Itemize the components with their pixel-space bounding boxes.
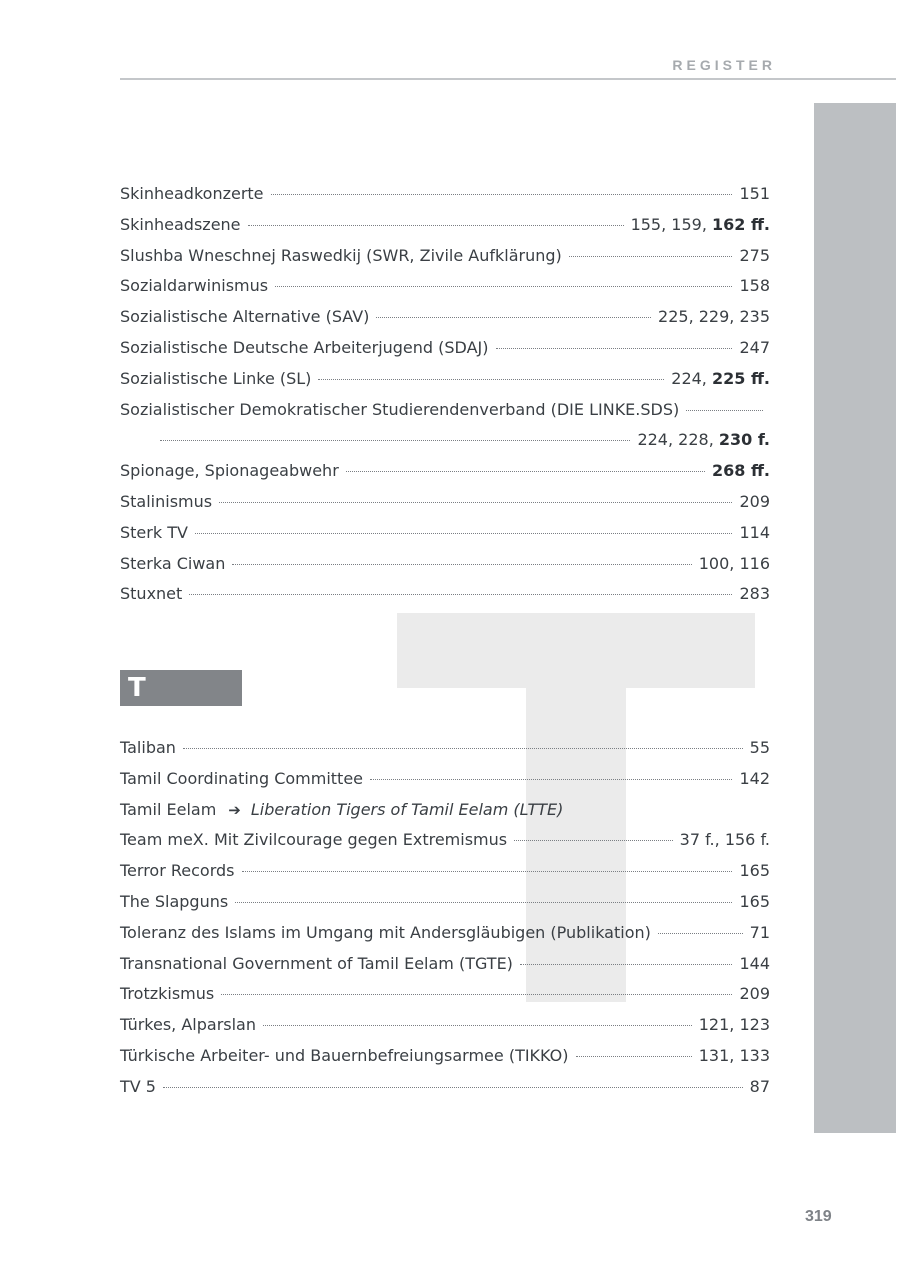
entry-pages xyxy=(739,523,770,542)
page-refs: 158 xyxy=(739,276,770,296)
entry-term: Sozialistische Alternative (SAV) xyxy=(120,307,370,327)
entry-term: Skinheadkonzerte xyxy=(120,184,264,203)
page-refs: 165 xyxy=(739,891,770,911)
index-entry xyxy=(120,954,770,985)
dot-leader xyxy=(189,594,732,595)
entry-pages xyxy=(739,892,770,911)
main-page-ref: 268 ff. xyxy=(711,461,770,481)
page-refs: 144 xyxy=(739,953,770,973)
dot-leader xyxy=(163,1087,743,1088)
entry-pages xyxy=(750,738,770,757)
entry-pages xyxy=(712,461,770,480)
dot-leader xyxy=(686,410,763,411)
index-entry xyxy=(120,738,770,769)
dot-leader xyxy=(248,225,624,226)
entry-term: Toleranz des Islams im Umgang mit Andersgläubigen (Publikation) xyxy=(120,922,651,942)
index-section-s xyxy=(120,184,770,615)
page-refs: 114 xyxy=(739,522,770,542)
dot-leader xyxy=(376,317,651,318)
dot-leader xyxy=(346,471,705,472)
entry-pages xyxy=(750,1077,770,1096)
entry-term: Türkes, Alparslan xyxy=(120,1015,256,1035)
entry-term: Sterka Ciwan xyxy=(120,553,226,573)
entry-term: Sozialistische Linke (SL) xyxy=(120,368,312,388)
entry-term: Sterk TV xyxy=(120,522,188,542)
index-entry xyxy=(120,184,770,215)
page-refs: 225, 229, 235 xyxy=(658,307,770,327)
index-entry xyxy=(120,400,770,431)
running-header: REGISTER xyxy=(672,57,776,73)
index-entry xyxy=(120,1015,770,1046)
entry-term: Transnational Government of Tamil Eelam (TGTE) xyxy=(120,953,513,973)
page-refs: 37 f., 156 f. xyxy=(679,830,770,850)
index-entry xyxy=(120,307,770,338)
entry-term: Türkische Arbeiter- und Bauernbefreiungsarmee (TIKKO) xyxy=(120,1045,569,1065)
entry-term: Sozialdarwinismus xyxy=(120,276,269,296)
index-entry xyxy=(120,584,770,615)
index-entry xyxy=(120,1077,770,1108)
index-entry xyxy=(120,892,770,923)
entry-pages xyxy=(739,584,770,603)
main-page-ref: 230 f. xyxy=(718,430,770,450)
page-refs: 247 xyxy=(739,337,770,357)
entry-term: Stuxnet xyxy=(120,584,183,604)
entry-term: Terror Records xyxy=(120,861,235,881)
index-entry xyxy=(120,461,770,492)
index-entry xyxy=(120,800,770,831)
entry-term: Sozialistischer Demokratischer Studierendenverband (DIE LINKE.SDS) xyxy=(120,399,680,419)
entry-term: Skinheadszene xyxy=(120,214,241,234)
entry-pages xyxy=(739,861,770,880)
page-refs: 131, 133 xyxy=(698,1045,770,1065)
index-entry xyxy=(120,523,770,554)
dot-leader xyxy=(520,964,733,965)
page-refs: 283 xyxy=(739,584,770,604)
page-number: 319 xyxy=(805,1208,832,1225)
dot-leader xyxy=(160,440,630,441)
side-thumb-bar xyxy=(814,103,896,1133)
dot-leader xyxy=(219,502,732,503)
entry-pages xyxy=(699,1046,770,1065)
page-refs: 121, 123 xyxy=(698,1015,770,1035)
entry-term: The Slapguns xyxy=(120,891,229,911)
dot-leader xyxy=(576,1056,692,1057)
entry-pages xyxy=(637,430,770,449)
dot-leader xyxy=(514,840,673,841)
entry-pages xyxy=(699,554,770,573)
entry-pages xyxy=(739,954,770,973)
page-refs: 209 xyxy=(739,984,770,1004)
index-entry xyxy=(120,830,770,861)
entry-term: Spionage, Spionageabwehr xyxy=(120,461,339,481)
dot-leader xyxy=(318,379,664,380)
page-refs: 100, 116 xyxy=(698,553,770,573)
page-refs: 55 xyxy=(749,738,770,757)
index-entry xyxy=(120,430,770,461)
page-refs: 275 xyxy=(739,245,770,265)
dot-leader xyxy=(232,564,691,565)
page-refs: 142 xyxy=(739,768,770,788)
watermark-letter-t-bar xyxy=(397,613,755,688)
entry-term: Trotzkismus xyxy=(120,984,215,1004)
index-entry xyxy=(120,276,770,307)
entry-pages xyxy=(739,769,770,788)
index-entry xyxy=(120,369,770,400)
entry-term: Stalinismus xyxy=(120,491,213,511)
entry-pages xyxy=(699,1015,770,1034)
header-rule xyxy=(120,78,896,80)
page-refs: 165 xyxy=(739,861,770,881)
dot-leader xyxy=(496,348,733,349)
index-entry xyxy=(120,246,770,277)
entry-pages xyxy=(739,338,770,357)
entry-pages xyxy=(658,307,770,326)
index-entry xyxy=(120,923,770,954)
page-refs: 87 xyxy=(749,1076,770,1096)
page-refs: 151 xyxy=(739,184,770,203)
index-entry xyxy=(120,769,770,800)
index-entry xyxy=(120,984,770,1015)
page-refs: 209 xyxy=(739,491,770,511)
entry-pages xyxy=(750,923,770,942)
dot-leader xyxy=(271,194,733,195)
index-entry xyxy=(120,215,770,246)
entry-pages xyxy=(739,246,770,265)
main-page-ref: 225 ff. xyxy=(711,368,770,388)
page-refs: 224, 228, xyxy=(637,430,719,450)
entry-pages xyxy=(739,984,770,1003)
page-refs: 155, 159, xyxy=(630,214,712,234)
dot-leader xyxy=(658,933,743,934)
dot-leader xyxy=(195,533,733,534)
entry-term: Taliban xyxy=(120,738,176,757)
entry-pages xyxy=(671,369,770,388)
entry-term: Tamil Coordinating Committee xyxy=(120,768,363,788)
entry-term: TV 5 xyxy=(120,1076,156,1096)
entry-pages xyxy=(739,184,770,203)
entry-pages xyxy=(631,215,770,234)
index-entry xyxy=(120,554,770,585)
entry-term: Tamil Eelam xyxy=(120,799,217,819)
dot-leader xyxy=(275,286,732,287)
entry-pages xyxy=(739,492,770,511)
dot-leader xyxy=(263,1025,692,1026)
see-arrow-icon: ➔ xyxy=(228,800,241,819)
dot-leader xyxy=(235,902,732,903)
section-letter-heading: T xyxy=(120,670,242,706)
entry-term: Team meX. Mit Zivilcourage gegen Extremismus xyxy=(120,830,508,850)
index-entry xyxy=(120,338,770,369)
entry-pages xyxy=(739,276,770,295)
dot-leader xyxy=(221,994,732,995)
index-entry xyxy=(120,861,770,892)
main-page-ref: 162 ff. xyxy=(711,214,770,234)
index-section-t xyxy=(120,738,770,1108)
dot-leader xyxy=(242,871,733,872)
dot-leader xyxy=(183,748,743,749)
index-entry xyxy=(120,492,770,523)
entry-term: Slushba Wneschnej Raswedkij (SWR, Zivile Aufklärung) xyxy=(120,245,562,265)
entry-pages xyxy=(680,830,770,849)
index-entry xyxy=(120,1046,770,1077)
page-refs: 224, xyxy=(671,368,712,388)
page-refs: 71 xyxy=(749,922,770,942)
entry-term: Sozialistische Deutsche Arbeiterjugend (SDAJ) xyxy=(120,337,489,357)
dot-leader xyxy=(370,779,732,780)
see-reference: Liberation Tigers of Tamil Eelam (LTTE) xyxy=(250,799,564,819)
dot-leader xyxy=(569,256,733,257)
